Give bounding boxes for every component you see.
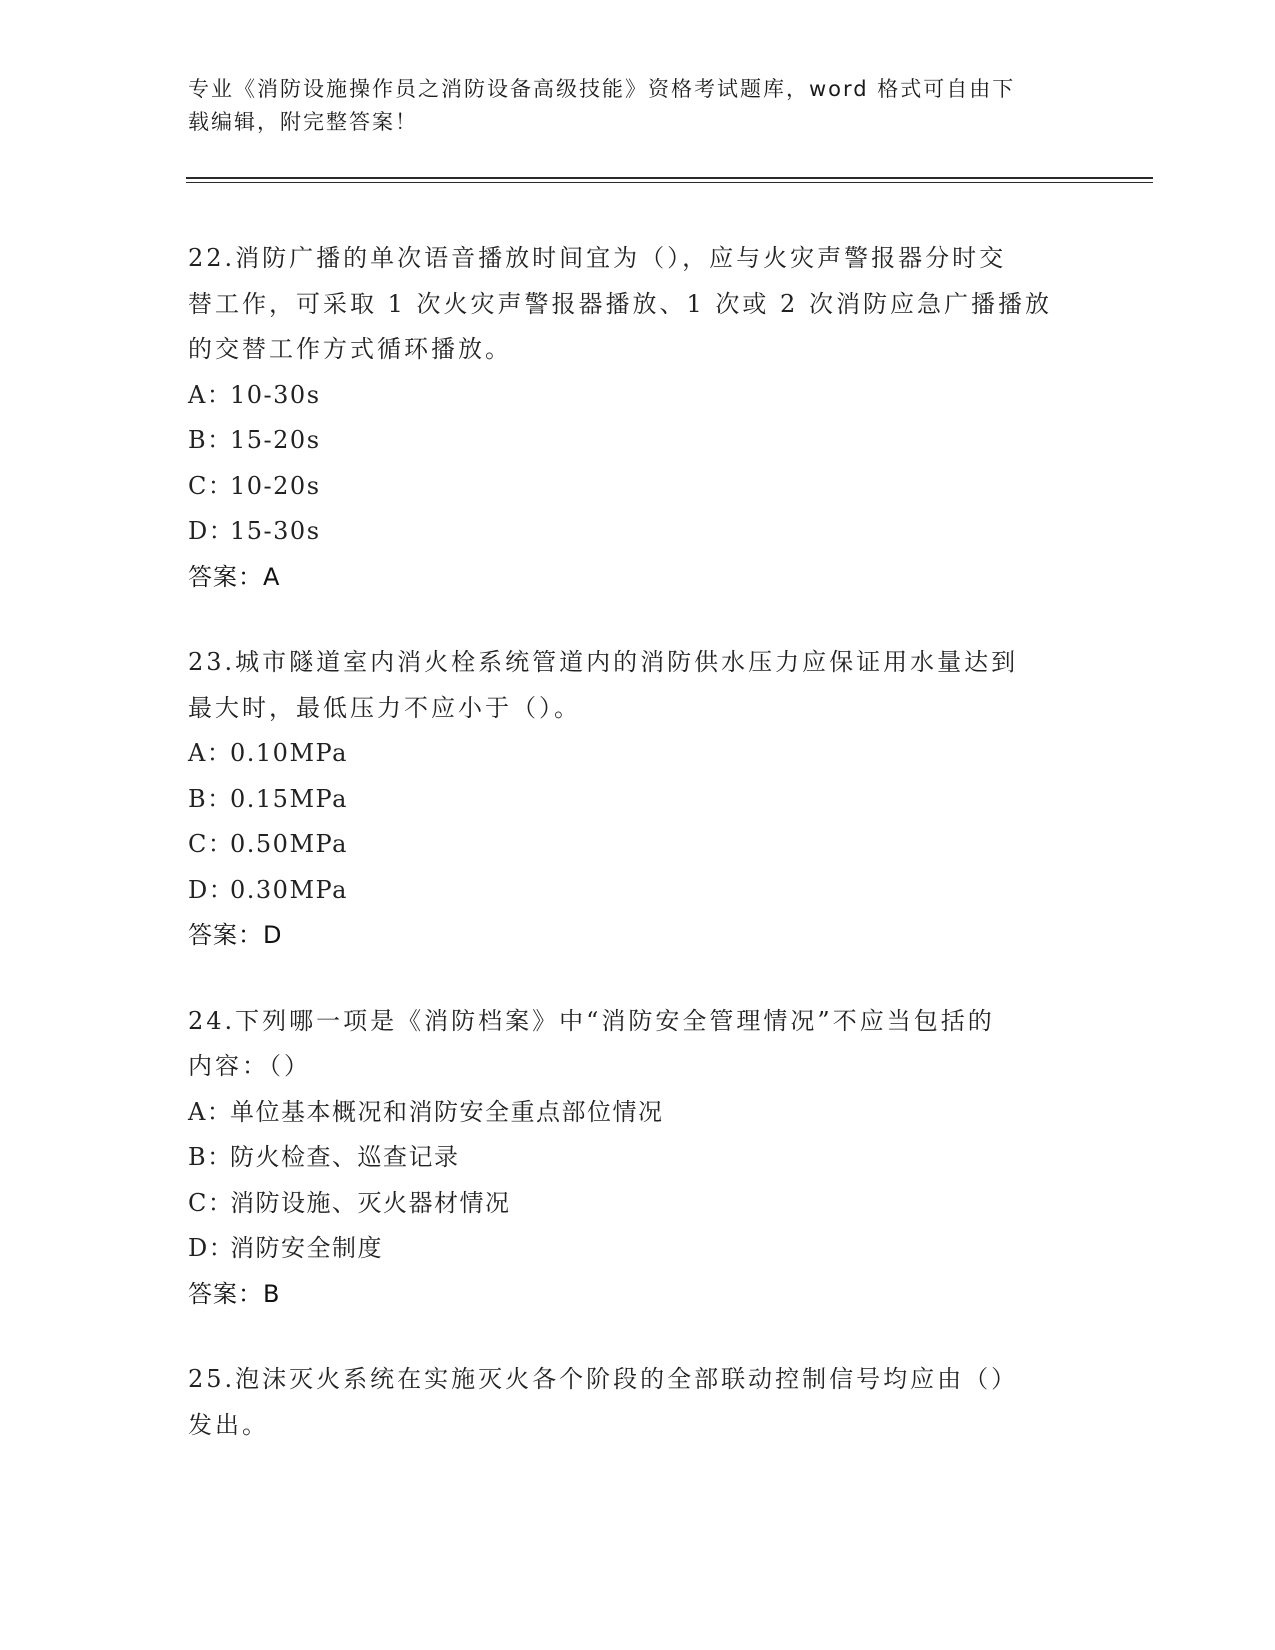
stem-line: 发出。 [188,1410,269,1439]
question-22 [188,236,1088,600]
option-b [188,1135,1088,1181]
question-stem [188,236,1088,373]
stem-line: 25.泡沫灭火系统在实施灭火各个阶段的全部联动控制信号均应由（） [188,1365,1019,1393]
document-header [188,73,1088,139]
option-c [188,464,1088,510]
option-b [188,777,1088,823]
option-letter: A： [188,380,233,409]
option-letter: D： [188,875,235,904]
option-b [188,418,1088,464]
stem-line: 最大时，最低压力不应小于（）。 [188,693,581,722]
question-24 [188,999,1088,1318]
option-a [188,731,1088,777]
question-list [188,236,1088,1488]
option-letter: D： [188,1234,235,1262]
header-line: 专业《消防设施操作员之消防设备高级技能》资格考试题库，word 格式可自由下 [188,77,1016,101]
answer-label: 答案：A [188,562,281,591]
option-letter: D： [188,517,235,545]
option-text: 单位基本概况和消防安全重点部位情况 [230,1097,664,1126]
header-divider [186,182,1153,183]
option-letter: B： [188,1143,233,1171]
option-letter: A： [188,739,233,767]
option-letter: C： [188,830,234,858]
header-divider [186,177,1153,179]
question-stem [188,1357,1088,1448]
stem-line: 的交替工作方式循环播放。 [188,335,512,363]
stem-line: 内容：（） [188,1052,311,1080]
question-stem [188,640,1088,731]
option-text: 消防安全制度 [230,1234,383,1262]
option-text: 防火检查、巡查记录 [230,1143,460,1171]
option-letter: B： [188,784,233,813]
question-25 [188,1357,1088,1448]
option-letter: B： [188,426,233,454]
option-text: 0.30MPa [230,875,348,904]
stem-line: 22.消防广播的单次语音播放时间宜为（），应与火灾声警报器分时交 [188,244,1007,272]
option-letter: C： [188,1188,234,1217]
option-d [188,868,1088,914]
option-a [188,373,1088,419]
question-23 [188,640,1088,959]
option-text: 消防设施、灭火器材情况 [230,1188,511,1217]
option-a [188,1090,1088,1136]
option-text: 15-20s [230,426,321,454]
option-c [188,822,1088,868]
option-letter: A： [188,1097,233,1126]
stem-line: 24.下列哪一项是《消防档案》中“消防安全管理情况”不应当包括的 [188,1006,995,1035]
stem-line: 23.城市隧道室内消火栓系统管道内的消防供水压力应保证用水量达到 [188,648,1019,676]
question-stem [188,999,1088,1090]
option-d [188,509,1088,555]
option-text: 15-30s [230,517,321,545]
answer-label: 答案：D [188,921,283,949]
option-text: 10-30s [230,380,321,409]
option-letter: C： [188,471,234,500]
option-c [188,1181,1088,1227]
option-text: 10-20s [230,471,321,500]
stem-line: 替工作，可采取 1 次火灾声警报器播放、1 次或 2 次消防应急广播播放 [188,289,1052,318]
option-text: 0.15MPa [230,784,348,813]
option-d [188,1226,1088,1272]
answer-label: 答案：B [188,1279,281,1308]
option-text: 0.50MPa [230,830,348,858]
option-text: 0.10MPa [230,739,348,767]
header-line: 载编辑，附完整答案！ [188,110,418,134]
